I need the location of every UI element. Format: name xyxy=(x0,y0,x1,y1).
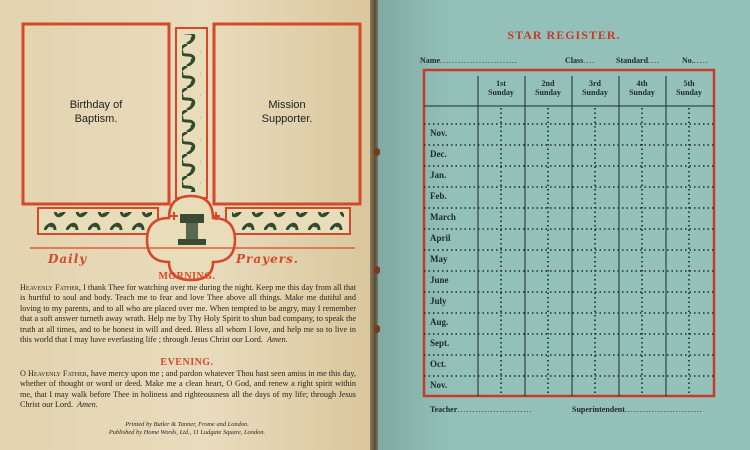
month-row-label: July xyxy=(430,296,447,306)
register-frame xyxy=(424,70,714,396)
morning-amen: Amen. xyxy=(266,335,288,345)
month-row-label: March xyxy=(430,212,456,222)
evening-body: have mercy upon me ; and pardon whatever Thou hast seen amiss in me this day, whether of thought or word or deed. Make me a clean heart, O God, and renew a right spirit within me, that I may walk before Thee in holiness and righteousness all the days of my life; through Jesus Christ our Lord. xyxy=(20,369,356,410)
mission-supporter-label: Mission Supporter. xyxy=(261,99,313,125)
column-header-sunday-2: 2nd Sunday xyxy=(535,79,561,97)
name-field: Name.......................... xyxy=(420,56,518,65)
banner-daily: Daily xyxy=(48,252,88,266)
month-row-label: Nov. xyxy=(430,380,448,390)
column-header-sunday-4: 4th Sunday xyxy=(629,79,655,97)
evening-heading: EVENING. xyxy=(160,357,214,368)
month-row-label: May xyxy=(430,254,448,264)
evening-amen: Amen. xyxy=(77,400,98,410)
month-row-label: June xyxy=(430,275,449,285)
superintendent-signature: Superintendent.......................... xyxy=(572,405,703,414)
month-row-label: Oct. xyxy=(430,359,447,369)
standard-field: Standard.... xyxy=(616,56,661,65)
printer-imprint: Printed by Butler & Tanner, Frome and London. Published by Home Words, Ltd., 11 Ludgate Square, London. xyxy=(108,421,266,436)
morning-lead: Heavenly Father, xyxy=(20,283,81,292)
month-row-label: Dec. xyxy=(430,149,447,159)
month-row-label: Jan. xyxy=(430,170,447,180)
class-field: Class.... xyxy=(565,56,596,65)
column-header-sunday-5: 5th Sunday xyxy=(676,79,702,97)
morning-heading: MORNING. xyxy=(158,271,216,282)
month-row-label: Sept. xyxy=(430,338,450,348)
month-row-label: April xyxy=(430,233,451,243)
number-field: No...... xyxy=(682,56,709,65)
register-title: STAR REGISTER. xyxy=(507,28,621,42)
banner-prayers: Prayers. xyxy=(236,252,299,266)
evening-prayer xyxy=(20,369,356,411)
evening-lead: O Heavenly Father, xyxy=(20,369,89,378)
birthday-baptism-label: Birthday of Baptism. xyxy=(69,99,123,125)
month-row-label: Nov. xyxy=(430,128,448,138)
morning-prayer xyxy=(20,283,356,345)
teacher-signature: Teacher......................... xyxy=(430,405,533,414)
column-header-sunday-3: 3rd Sunday xyxy=(582,79,608,97)
column-header-sunday-1: 1st Sunday xyxy=(488,79,514,97)
morning-body: I thank Thee for watching over me during the night. Keep me this day from all that is hurtful to soul and body. Teach me to fear and love Thee above all things. Make me dutiful and loving to my parents, and to all who are placed over me. When tempted to be angry, may I remember that a soft answer turneth away wrath. Help me by Thy Holy Spirit to shun bad company, to speak the truth at all times, and to be honest in will and deed. Bless all whom I love, and help me so to live in this world that I may have everlasting life ; through Jesus Christ our Lord. xyxy=(20,283,356,345)
month-row-label: Aug. xyxy=(430,317,449,327)
month-row-label: Feb. xyxy=(430,191,447,201)
